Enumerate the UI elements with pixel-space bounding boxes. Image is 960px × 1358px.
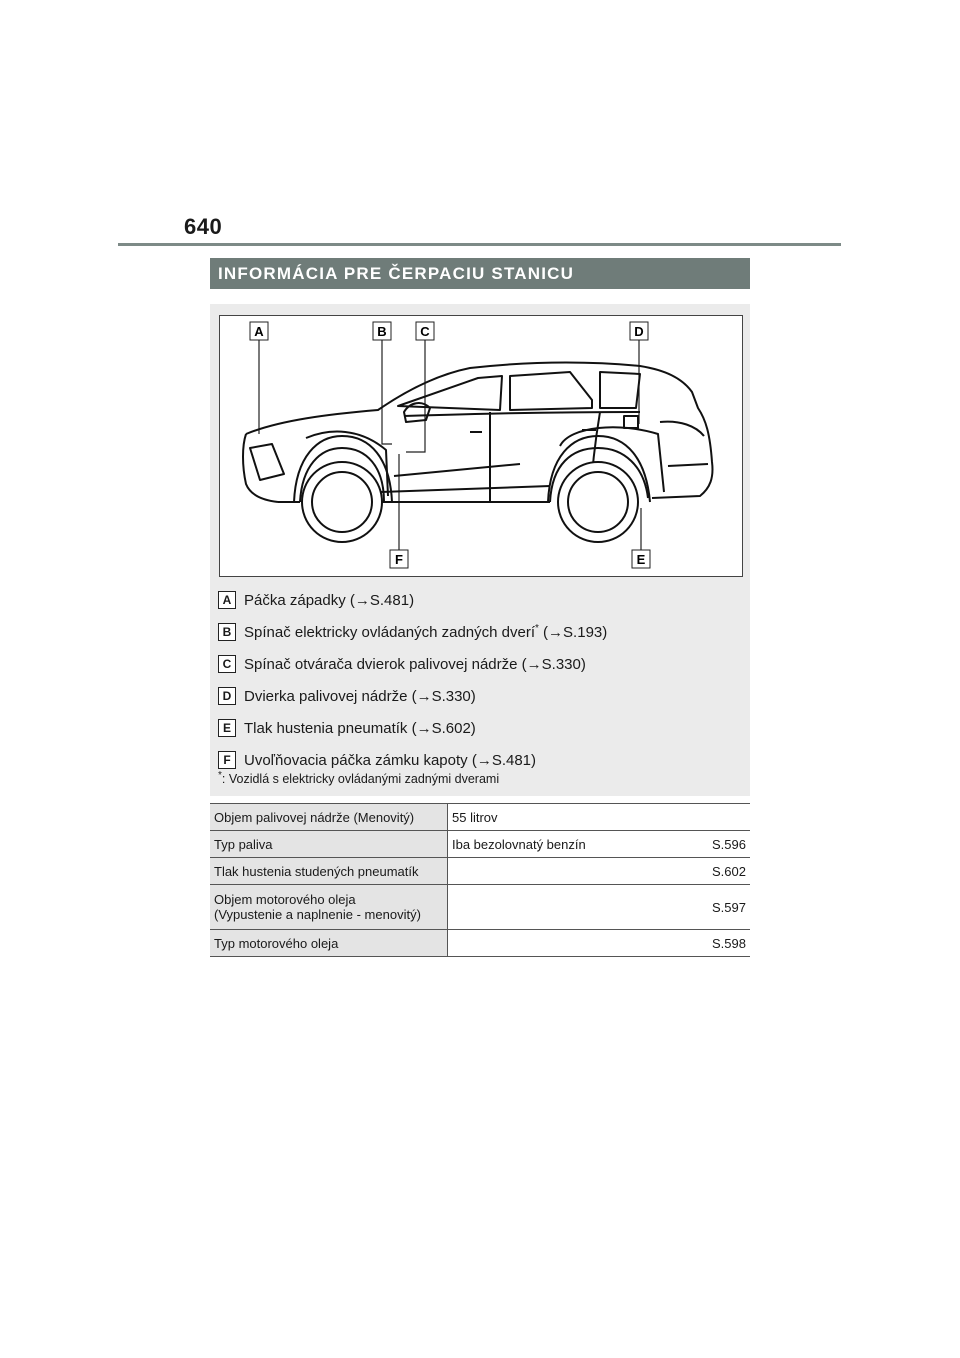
legend-item-b xyxy=(218,616,748,648)
legend-ref-b: (→S.193) xyxy=(538,624,608,641)
section-title: INFORMÁCIA PRE ČERPACIU STANICU xyxy=(210,258,750,289)
callout-e: E xyxy=(636,552,646,567)
legend-letter-b: B xyxy=(218,623,236,641)
row-value: Iba bezolovnatý benzín xyxy=(452,836,586,852)
callout-c: C xyxy=(420,324,430,339)
callout-b: B xyxy=(377,324,387,339)
row-label: Typ paliva xyxy=(210,831,448,858)
page-reference: S.598 xyxy=(712,935,746,951)
legend-text-d: Dvierka palivovej nádrže (→S.330) xyxy=(244,687,476,705)
table-row xyxy=(210,831,750,858)
row-label-sub: (Vypustenie a naplnenie - menovitý) xyxy=(214,907,421,922)
legend-item-c xyxy=(218,648,748,680)
table-row xyxy=(210,804,750,831)
page-reference: S.596 xyxy=(712,836,746,852)
legend-letter-f: F xyxy=(218,751,236,769)
top-divider xyxy=(118,243,841,246)
row-label: Objem motorového oleja xyxy=(214,892,356,907)
table-row xyxy=(210,858,750,885)
page-reference: S.602 xyxy=(712,863,746,879)
legend-item-a xyxy=(218,584,748,616)
vehicle-side-view-illustration xyxy=(220,316,742,576)
legend-text-e: Tlak hustenia pneumatík (→S.602) xyxy=(244,719,476,737)
table-row xyxy=(210,930,750,957)
table-row xyxy=(210,885,750,930)
footnote-text: : Vozidlá s elektricky ovládanými zadnými dverami xyxy=(221,772,500,787)
legend-text-a: Páčka západky (→S.481) xyxy=(244,591,415,609)
legend-letter-a: A xyxy=(218,591,236,609)
footnote-mark: * xyxy=(218,770,222,781)
callout-f: F xyxy=(395,552,403,567)
row-value: 55 litrov xyxy=(452,809,498,825)
legend-item-e xyxy=(218,712,748,744)
legend-letter-e: E xyxy=(218,719,236,737)
callout-d: D xyxy=(634,324,644,339)
legend-text-f: Uvoľňovacia páčka zámku kapoty (→S.481) xyxy=(244,751,537,769)
legend-letter-c: C xyxy=(218,655,236,673)
row-label: Objem palivovej nádrže (Menovitý) xyxy=(210,804,448,831)
page-number: 640 xyxy=(184,214,223,239)
footnote-marker: * xyxy=(534,623,539,634)
legend-letter-d: D xyxy=(218,687,236,705)
page-reference: S.597 xyxy=(712,899,746,915)
row-label: Tlak hustenia studených pneumatík xyxy=(210,858,448,885)
legend-text-c: Spínač otvárača dvierok palivovej nádrže (→S.330) xyxy=(244,655,586,673)
callout-a: A xyxy=(254,324,264,339)
row-label: Typ motorového oleja xyxy=(210,930,448,957)
legend-text-b: Spínač elektricky ovládaných zadných dverí xyxy=(244,624,535,641)
fuel-spec-table xyxy=(210,803,750,957)
vehicle-diagram xyxy=(219,315,743,577)
legend-list xyxy=(218,584,748,776)
legend-item-d xyxy=(218,680,748,712)
footnote xyxy=(218,770,499,786)
